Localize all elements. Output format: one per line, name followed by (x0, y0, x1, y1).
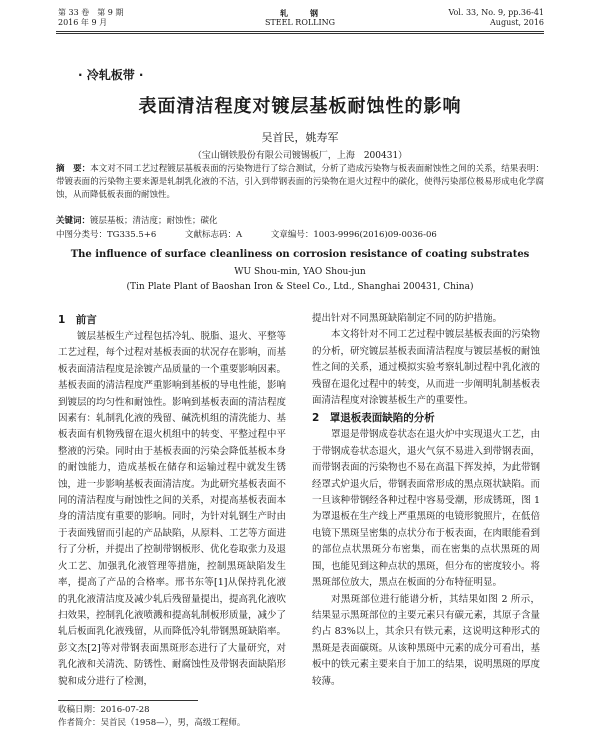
section-heading-defects: 2 罩退板表面缺陷的分析 (312, 412, 435, 425)
journal-name-cn: 轧 钢 (280, 8, 320, 18)
header-right (448, 8, 544, 28)
volume-issue-en: Vol. 33, No. 9, pp.36-41 (448, 8, 544, 17)
body-column-left (58, 311, 286, 690)
volume-issue-cn: 第 33 卷 第 9 期 (58, 8, 124, 17)
header-rule-bottom (56, 33, 544, 34)
section-heading-intro: 1 前言 (58, 314, 97, 326)
document-code: 文献标志码：A (185, 230, 243, 240)
keywords-text: 镀层基板；清洁度；耐蚀性；碳化 (90, 216, 218, 226)
section-tag: · 冷轧板带 · (78, 68, 144, 82)
footnote-author-bio: 作者简介：吴首民（1958—），男，高级工程师。 (58, 718, 246, 728)
date-en: August, 2016 (490, 18, 544, 27)
article-title: 表面清洁程度对镀层基板耐蚀性的影响 (138, 96, 462, 117)
abstract (56, 163, 544, 202)
english-affiliation: (Tin Plate Plant of Baoshan Iron & Steel Co., Ltd., Shanghai 200431, China) (126, 282, 474, 292)
journal-name-en: STEEL ROLLING (264, 18, 336, 27)
keywords-label: 关键词： (56, 216, 91, 226)
footnote-rule (58, 700, 198, 701)
affiliation: （宝山钢铁股份有限公司镀锡板厂，上海 200431） (192, 151, 408, 161)
running-header (0, 0, 600, 52)
paragraph: 本文将针对不同工艺过程中镀层基板表面的污染物的分析，研究镀层基板表面清洁程度与镀层基板的耐蚀性之间的关系，通过模拟实验考察轧制过程中乳化液的残留在退化过程中的转变，从而进一步阐明轧制基板表面清洁程度对涂镀基板生产的重要性。 (312, 329, 541, 407)
abstract-text: 本文对不同工艺过程镀层基板表面的污染物进行了综合测试，分析了造成污染物与板表面耐蚀性之间的关系，结果表明：带镀表面的污染物主要来源是轧制乳化液的不洁，引入到带钢表面的污染物在退火过程中的碳化，使得污染部位极易形成电化学腐蚀，从而降低板表面的耐蚀性。 (56, 164, 544, 200)
footnote-received: 收稿日期：2016-07-28 (58, 705, 150, 715)
authors: 吴首民，姚寿军 (261, 131, 339, 144)
paragraph: 对黑斑部位进行能谱分析，其结果如图 2 所示，结果显示黑斑部位的主要元素只有碳元素，其原子含量约占 83%以上，其余只有铁元素，这说明这种形式的黑斑是表面碳斑。从该种黑斑中元素的成分可看出，基板中的铁元素主要来自于加工的结果，说明黑斑的厚度较薄。 (312, 593, 541, 687)
paragraph: 镀层基板生产过程包括冷轧、脱脂、退火、平整等工艺过程，每个过程对基板表面的状况存在影响，而基板表面清洁程度是涂镀产品质量的一个重要影响因素。基板表面的清洁程度严重影响到基板的导电性能，影响到镀层的均匀性和耐蚀性。影响到基板表面的清洁程度因素有：轧制乳化液的残留、碱洗机组的清洗能力、基板表面有机物残留在退火机组中的转变、平整过程中平整液的污染。同时由于基板表面的污染会降低基板本身的耐蚀能力，造成基板在储存和运输过程中就发生锈蚀，进一步影响基板表面清洁度。为此研究基板表面不同的清洁程度与耐蚀性之间的关系，对提高基板表面本身的清洁度有重要的影响。同时，为针对轧钢生产时由于表面残留而引起的产品缺陷，从原料、工艺等方面进行了分析，并提出了控制带钢板形、优化卷取张力及退火工艺、加强乳化液管理等措施，控制黑斑缺陷发生率，提高了产品的合格率。邢书东等[1]从保持乳化液的乳化液清洁度及减少轧后残留量提出，提高乳化液吹扫效果，控制乳化液喷溅和提高轧制板形质量，减少了轧后板面乳化液残留，从而降低冷轧带钢黑斑缺陷率。彭文杰[2]等对带钢表面黑斑形态进行了大量研究，对乳化液和关清洗、防锈性、耐腐蚀性及带钢表面缺陷形貌和成分进行了检测， (58, 331, 287, 687)
english-title: The influence of surface cleanliness on corrosion resistance of coating substrates (70, 249, 530, 260)
clc-number: 中图分类号：TG335.5+6 (56, 230, 157, 240)
date-cn: 2016 年 9 月 (58, 18, 108, 27)
header-rule-top (56, 31, 544, 32)
classification (56, 230, 544, 241)
body-column-right (312, 311, 540, 690)
paragraph-continued: 提出针对不同黑斑缺陷制定不同的防护措施。 (312, 313, 503, 324)
paragraph: 罩退是带钢成卷状态在退火炉中实现退火工艺，由于带钢成卷状态退火，退火气氛不易进入到带钢表面，而带钢表面的污染物也不易在高温下挥发掉，为此带钢经罩式炉退火后，带钢表面常形成的黑点斑状缺陷。而一旦该种带钢经各种过程中容易受潮，形成锈斑，图 1 为罩退板在生产线上严重黑斑的电镜形貌照片，在低倍电镜下黑斑呈密集的点状分布于板表面，在肉眼能看到的部位点状黑斑分布密集，而在密集的点状黑斑的周围，也能见到这种点状的黑斑，但分布的密度较小。将黑斑部位放大，黑点在板面的分布特征明显。 (312, 429, 541, 589)
abstract-label: 摘 要： (56, 164, 91, 174)
article-number: 文章编号：1003-9996(2016)09-0036-06 (270, 230, 437, 240)
keywords (56, 216, 544, 227)
english-authors: WU Shou-min, YAO Shou-jun (234, 267, 366, 277)
